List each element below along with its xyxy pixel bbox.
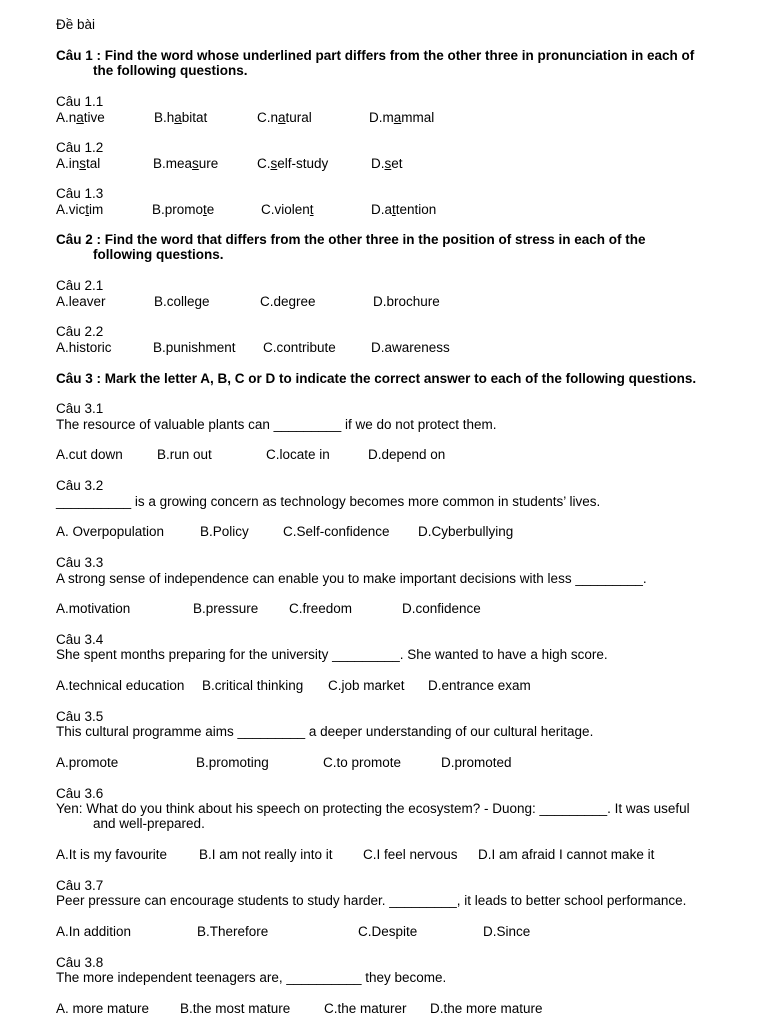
question-text: A strong sense of independence can enable you to make important decisions with less _________.	[56, 571, 647, 586]
section-1-heading-cont: the following questions.	[93, 63, 248, 78]
question-number: Câu 3.4	[56, 632, 104, 647]
question-number: Câu 1.2	[56, 140, 104, 155]
option-d: D.awareness	[371, 340, 450, 355]
option-d: D.confidence	[402, 601, 481, 616]
option-c: C.job market	[328, 678, 405, 693]
question-text: Yen: What do you think about his speech on protecting the ecosystem? - Duong: _________. It was useful	[56, 801, 690, 816]
option-c: C.violent	[261, 202, 314, 217]
section-2-heading: Câu 2 : Find the word that differs from the other three in the position of stress in each of the	[56, 232, 646, 247]
option-b: B.promote	[152, 202, 215, 217]
underlined-part: s	[270, 156, 278, 171]
option-b: B.college	[154, 294, 210, 309]
question-number: Câu 1.1	[56, 94, 104, 109]
question-number: Câu 3.3	[56, 555, 104, 570]
option-a: A.In addition	[56, 924, 132, 939]
underlined-part: a	[278, 110, 286, 125]
underlined-part: s	[192, 156, 199, 171]
option-a: A.instal	[56, 156, 101, 171]
question-text: The more independent teenagers are, __________ they become.	[56, 970, 447, 985]
option-d: D.set	[371, 156, 403, 171]
section-1-heading: Câu 1 : Find the word whose underlined part differs from the other three in pronunciation in each of	[56, 48, 695, 63]
option-a: A.native	[56, 110, 105, 125]
underlined-part: a	[393, 110, 402, 125]
option-b: B.run out	[157, 447, 212, 462]
option-a: A.leaver	[56, 294, 106, 309]
underlined-part: t	[309, 202, 314, 217]
underlined-part: a	[76, 110, 84, 125]
question-number: Câu 2.1	[56, 278, 104, 293]
option-a: A.It is my favourite	[56, 847, 168, 862]
underlined-part: t	[392, 202, 396, 217]
option-b: B.punishment	[153, 340, 236, 355]
option-d: D.I am afraid I cannot make it	[478, 847, 655, 862]
question-text: The resource of valuable plants can _________ if we do not protect them.	[56, 417, 497, 432]
question-text: She spent months preparing for the university _________. She wanted to have a high score.	[56, 647, 608, 662]
option-b: B.Policy	[200, 524, 249, 539]
option-b: B.the most mature	[180, 1001, 291, 1016]
option-b: B.promoting	[196, 755, 269, 770]
question-text: This cultural programme aims _________ a deeper understanding of our cultural heritage.	[56, 724, 594, 739]
section-2-heading-cont: following questions.	[93, 247, 224, 262]
section-3-heading: Câu 3 : Mark the letter A, B, C or D to indicate the correct answer to each of the following questions.	[56, 371, 697, 386]
question-number: Câu 1.3	[56, 186, 104, 201]
option-a: A. more mature	[56, 1001, 150, 1016]
document-title: Đề bài	[56, 17, 96, 32]
question-number: Câu 3.2	[56, 478, 104, 493]
option-b: B.pressure	[193, 601, 259, 616]
question-text: Peer pressure can encourage students to study harder. _________, it leads to better school performance.	[56, 893, 687, 908]
option-c: C.contribute	[263, 340, 336, 355]
question-number: Câu 3.5	[56, 709, 104, 724]
underlined-part: t	[203, 202, 207, 217]
option-a: A.cut down	[56, 447, 123, 462]
option-b: B.measure	[153, 156, 219, 171]
option-d: D.entrance exam	[428, 678, 531, 693]
option-d: D.Cyberbullying	[418, 524, 514, 539]
option-d: D.promoted	[441, 755, 512, 770]
option-b: B.Therefore	[197, 924, 269, 939]
option-c: C.freedom	[289, 601, 353, 616]
option-a: A.motivation	[56, 601, 131, 616]
option-d: D.depend on	[368, 447, 446, 462]
option-a: A. Overpopulation	[56, 524, 165, 539]
question-number: Câu 3.6	[56, 786, 104, 801]
underlined-part: s	[79, 156, 87, 171]
option-d: D.attention	[371, 202, 437, 217]
question-text: __________ is a growing concern as technology becomes more common in students’ lives.	[56, 494, 601, 509]
underlined-part: t	[85, 202, 90, 217]
option-b: B.habitat	[154, 110, 208, 125]
option-c: C.natural	[257, 110, 312, 125]
option-c: C.to promote	[323, 755, 402, 770]
option-c: C.Despite	[358, 924, 418, 939]
underlined-part: s	[384, 156, 392, 171]
option-b: B.critical thinking	[202, 678, 304, 693]
option-c: C.degree	[260, 294, 316, 309]
option-c: C.locate in	[266, 447, 330, 462]
option-d: D.the more mature	[430, 1001, 543, 1016]
question-number: Câu 3.7	[56, 878, 104, 893]
option-a: A.technical education	[56, 678, 185, 693]
option-d: D.mammal	[369, 110, 435, 125]
option-a: A.promote	[56, 755, 119, 770]
option-b: B.I am not really into it	[199, 847, 333, 862]
option-a: A.victim	[56, 202, 104, 217]
option-c: C.I feel nervous	[363, 847, 458, 862]
option-a: A.historic	[56, 340, 112, 355]
question-number: Câu 2.2	[56, 324, 104, 339]
option-d: D.brochure	[373, 294, 440, 309]
question-text-cont: and well-prepared.	[93, 816, 205, 831]
question-number: Câu 3.1	[56, 401, 104, 416]
question-number: Câu 3.8	[56, 955, 104, 970]
option-c: C.self-study	[257, 156, 329, 171]
underlined-part: a	[174, 110, 182, 125]
option-c: C.the maturer	[324, 1001, 407, 1016]
option-d: D.Since	[483, 924, 531, 939]
option-c: C.Self-confidence	[283, 524, 390, 539]
